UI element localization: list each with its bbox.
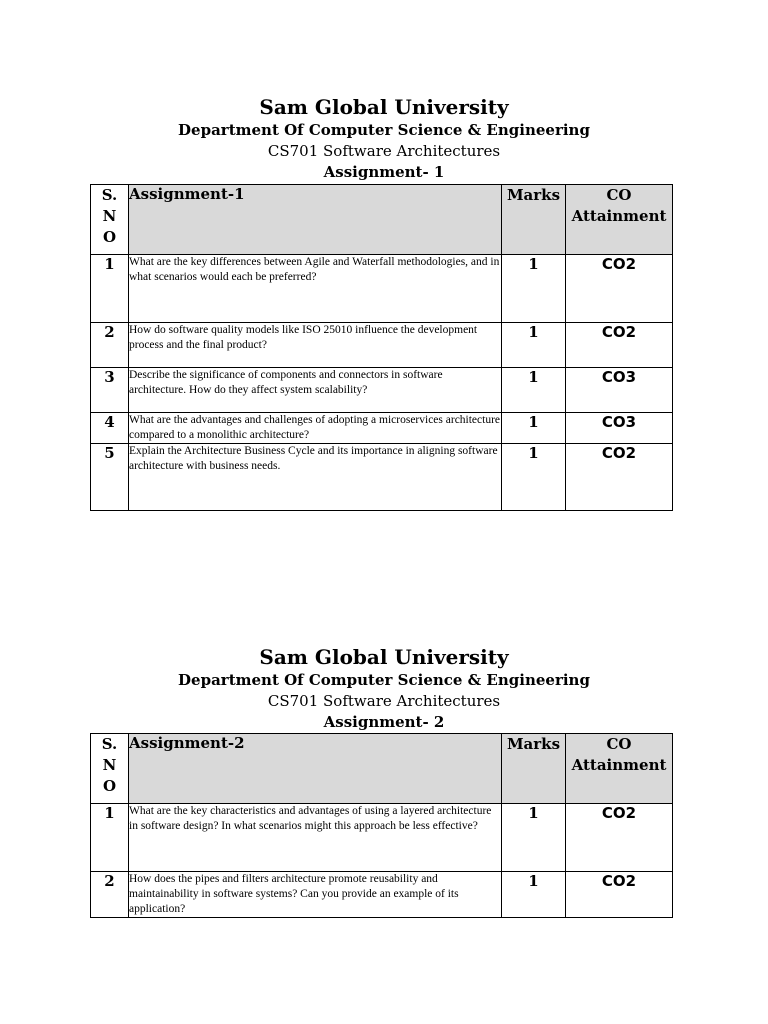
course-title: CS701 Software Architectures <box>267 142 501 160</box>
row-sno: 3 <box>91 368 129 413</box>
sno-header: S. N O <box>91 185 129 255</box>
row-sno: 4 <box>91 413 129 444</box>
row-sno: 1 <box>91 255 129 323</box>
marks-header: Marks <box>502 734 566 804</box>
table-row <box>91 444 673 511</box>
table-header-row <box>91 185 673 255</box>
row-marks: 1 <box>502 255 566 323</box>
table-header-row <box>91 734 673 804</box>
row-co: CO2 <box>566 323 673 368</box>
row-question: What are the key characteristics and advantages of using a layered architecture in software design? In what scenarios might this approach be less effective? <box>129 804 502 872</box>
row-marks: 1 <box>502 368 566 413</box>
row-co: CO2 <box>566 872 673 918</box>
department-title: Department Of Computer Science & Engineering <box>178 671 590 689</box>
row-question: How do software quality models like ISO 25010 influence the development process and the final product? <box>129 323 502 368</box>
row-co: CO3 <box>566 413 673 444</box>
row-marks: 1 <box>502 804 566 872</box>
row-question: How does the pipes and filters architecture promote reusability and maintainability in software systems? Can you provide an example of its application? <box>129 872 502 918</box>
row-sno: 5 <box>91 444 129 511</box>
row-marks: 1 <box>502 444 566 511</box>
university-title: Sam Global University <box>259 645 509 669</box>
university-title: Sam Global University <box>259 95 509 119</box>
row-question: What are the advantages and challenges of adopting a microservices architecture compared to a monolithic architecture? <box>129 413 502 444</box>
sno-header: S. N O <box>91 734 129 804</box>
assignment-title: Assignment- 1 <box>323 163 445 181</box>
section-2-header <box>0 645 768 732</box>
row-co: CO2 <box>566 444 673 511</box>
section-1-header <box>0 95 768 182</box>
row-marks: 1 <box>502 872 566 918</box>
row-sno: 1 <box>91 804 129 872</box>
table-row <box>91 413 673 444</box>
assignment-title: Assignment- 2 <box>323 713 445 731</box>
assignment-header: Assignment-1 <box>129 185 502 255</box>
row-marks: 1 <box>502 323 566 368</box>
assignment-header: Assignment-2 <box>129 734 502 804</box>
row-sno: 2 <box>91 872 129 918</box>
row-co: CO2 <box>566 804 673 872</box>
table-row <box>91 255 673 323</box>
row-question: Describe the significance of components and connectors in software architecture. How do they affect system scalability? <box>129 368 502 413</box>
table-row <box>91 368 673 413</box>
co-header: CO Attainment <box>566 734 673 804</box>
table-row <box>91 872 673 918</box>
row-marks: 1 <box>502 413 566 444</box>
row-co: CO3 <box>566 368 673 413</box>
row-co: CO2 <box>566 255 673 323</box>
assignment-2-table <box>90 733 673 918</box>
table-row <box>91 804 673 872</box>
row-question: Explain the Architecture Business Cycle and its importance in aligning software architecture with business needs. <box>129 444 502 511</box>
assignment-1-table <box>90 184 673 511</box>
course-title: CS701 Software Architectures <box>267 692 501 710</box>
marks-header: Marks <box>502 185 566 255</box>
row-question: What are the key differences between Agile and Waterfall methodologies, and in what scenarios would each be preferred? <box>129 255 502 323</box>
row-sno: 2 <box>91 323 129 368</box>
table-row <box>91 323 673 368</box>
co-header: CO Attainment <box>566 185 673 255</box>
department-title: Department Of Computer Science & Engineering <box>178 121 590 139</box>
